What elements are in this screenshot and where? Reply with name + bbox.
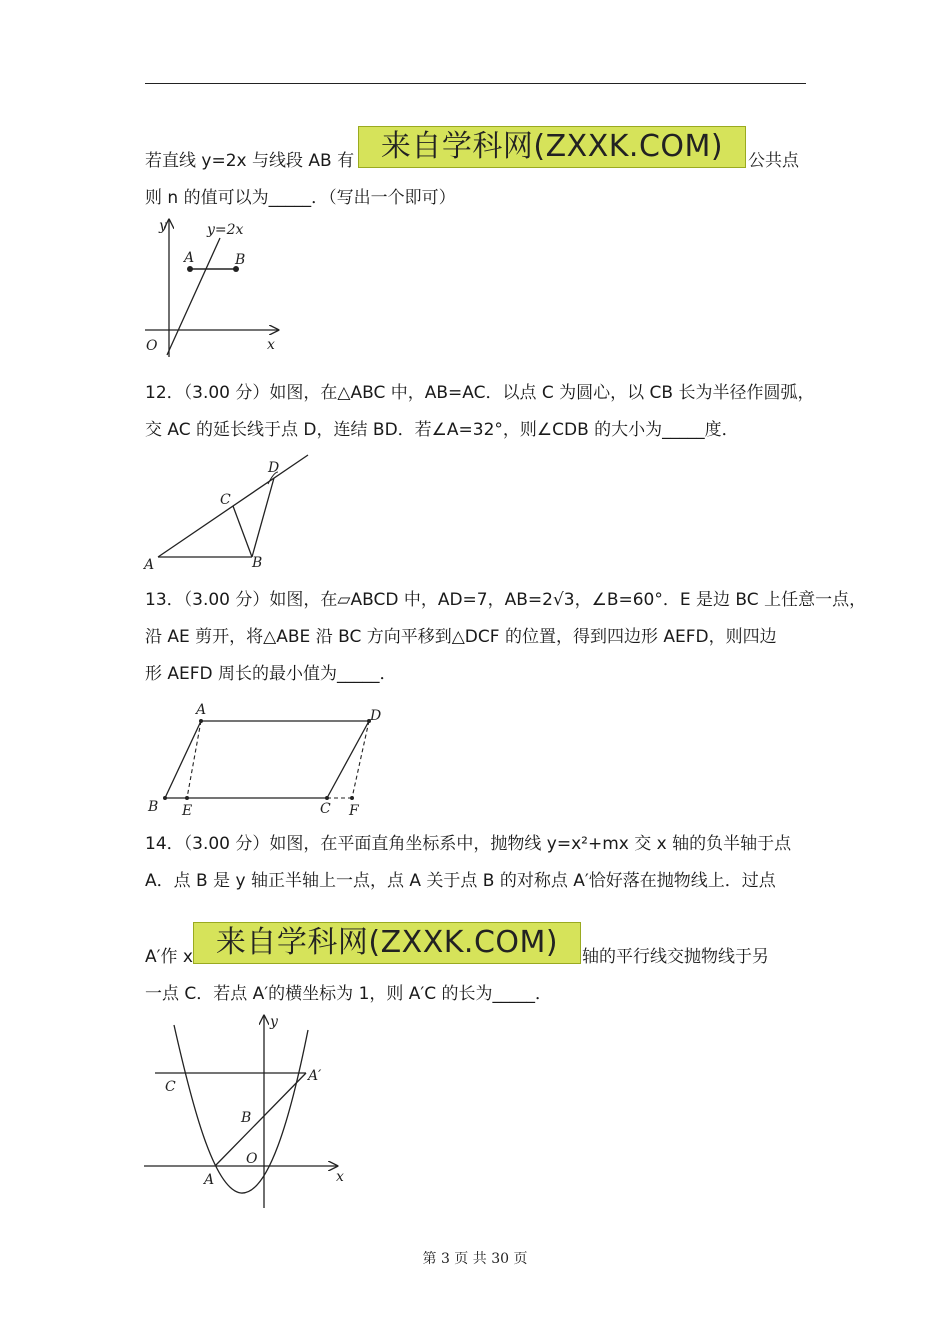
q11-figure: [140, 210, 290, 360]
q13-point-a: [199, 719, 203, 723]
q11-line-1-after: 公共点: [748, 151, 799, 171]
q11-label-o: O: [146, 338, 158, 354]
q12-line-1: 12．（3.00 分）如图，在△ABC 中，AB=AC．以点 C 为圆心，以 CB 长为半径作圆弧，: [145, 383, 815, 403]
q14-label-a: A: [204, 1172, 215, 1188]
q13-point-e: [185, 796, 189, 800]
q13-label-d: D: [370, 708, 382, 724]
q11-line-1: [145, 149, 354, 173]
q14-figure: [140, 1010, 360, 1215]
q13-label-b: B: [148, 799, 159, 815]
q13-side-ab: [165, 721, 201, 798]
q13-label-c: C: [320, 801, 331, 817]
q13-dashed-ae: [187, 721, 201, 798]
q12-segment-bd: [252, 478, 274, 557]
q12-label-d: D: [268, 460, 280, 476]
q11-line-2: 则 n 的值可以为_____．（写出一个即可）: [145, 188, 456, 208]
q12-label-a: A: [144, 557, 155, 573]
q12-figure: [140, 450, 320, 575]
q11-point-a: [187, 266, 193, 272]
q14-line-2: A．点 B 是 y 轴正半轴上一点，点 A 关于点 B 的对称点 A′恰好落在抛物线上．过点: [145, 871, 776, 891]
q13-point-f: [350, 796, 354, 800]
q13-line-2: 沿 AE 剪开，将△ABE 沿 BC 方向平移到△DCF 的位置，得到四边形 AEFD，则四边: [145, 627, 777, 647]
q11-label-line: y=2x: [207, 222, 244, 238]
q13-side-dc: [327, 721, 369, 798]
q14-label-c: C: [165, 1079, 176, 1095]
q13-dashed-df: [352, 721, 369, 798]
q14-label-y: y: [270, 1014, 278, 1030]
q14-segment-aap: [215, 1073, 306, 1166]
q14-line-3-before: A′作 x: [145, 947, 193, 967]
q14-label-x: x: [336, 1169, 344, 1185]
q14-label-ap: A′: [308, 1068, 322, 1084]
page-footer: 第 3 页 共 30 页: [422, 1251, 528, 1267]
q11-label-y: y: [159, 218, 167, 234]
q11-label-x: x: [267, 337, 275, 353]
q12-label-b: B: [252, 555, 263, 571]
q13-line-3: 形 AEFD 周长的最小值为_____．: [145, 664, 397, 684]
q14-line-3-after: 轴的平行线交抛物线于另: [582, 947, 769, 967]
q13-point-c: [325, 796, 329, 800]
q12-line-2: 交 AC 的延长线于点 D，连结 BD．若∠A=32°，则∠CDB 的大小为_____度．: [145, 420, 739, 440]
q11-line-1-before: 若直线 y=2x 与线段 AB 有: [145, 151, 355, 171]
q13-label-f: F: [349, 803, 359, 819]
q14-label-o: O: [246, 1151, 258, 1167]
q12-side-cb: [233, 506, 252, 557]
q13-line-1: 13．（3.00 分）如图，在▱ABCD 中，AD=7，AB=2√3，∠B=60°．E 是边 BC 上任意一点，: [145, 590, 867, 610]
q14-line-1: 14．（3.00 分）如图，在平面直角坐标系中，抛物线 y=x²+mx 交 x 轴的负半轴于点: [145, 834, 792, 854]
header-rule: [145, 83, 806, 84]
q13-label-a: A: [196, 702, 207, 718]
q14-label-b: B: [241, 1110, 252, 1126]
q13-label-e: E: [182, 803, 193, 819]
watermark-banner-1: 来自学科网(ZXXK.COM): [358, 126, 746, 168]
q13-figure: [140, 698, 400, 823]
watermark-banner-2: 来自学科网(ZXXK.COM): [193, 922, 581, 964]
q11-label-b: B: [235, 252, 246, 268]
q12-label-c: C: [220, 492, 231, 508]
q13-point-b: [163, 796, 167, 800]
q11-label-a: A: [184, 250, 195, 266]
q14-line-4: 一点 C．若点 A′的横坐标为 1，则 A′C 的长为_____．: [145, 984, 553, 1004]
